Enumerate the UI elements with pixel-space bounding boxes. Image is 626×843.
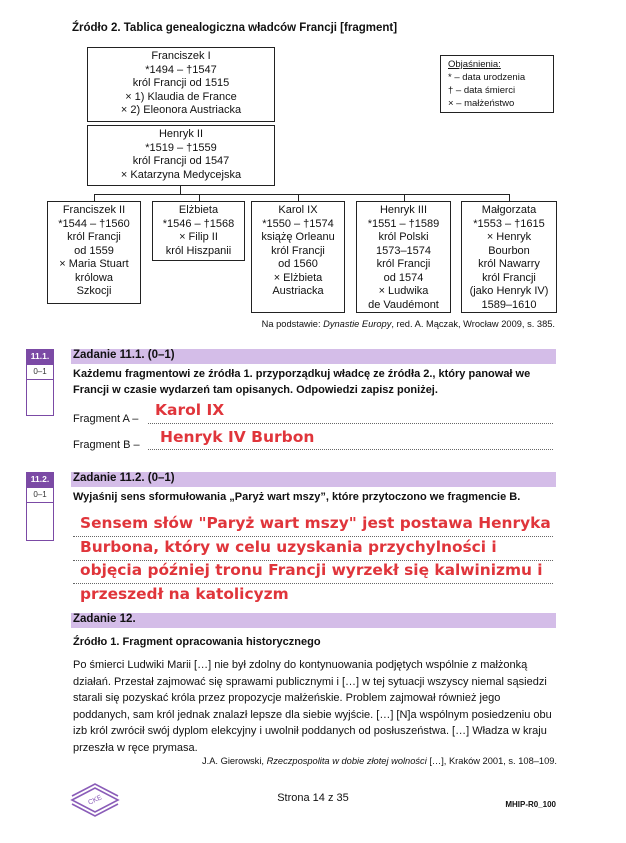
legend-box [440,55,554,113]
answer-fragment-a: Karol IX [155,401,225,419]
task-title: Zadanie 11.2. (0–1) [73,472,175,484]
tree-connector [94,194,510,195]
source1-title: Źródło 1. Fragment opracowania historycznego [73,636,321,648]
answer-line[interactable] [148,449,553,450]
tree-box-child: Franciszek II *1544 – †1560 król Francji od 1559 × Maria Stuart królowa Szkocji [47,201,141,304]
tree-box-child: Elżbieta *1546 – †1568 × Filip II król Hiszpanii [152,201,245,261]
score-box[interactable] [26,380,54,416]
tree-connector [199,194,200,201]
task-title: Zadanie 11.1. (0–1) [73,349,175,361]
task-number-badge: 11.1. [26,349,54,364]
tree-box-child: Henryk III *1551 – †1589 król Polski 1573–1574 król Francji od 1574 × Ludwika de Vaudémont [356,201,451,313]
task-title: Zadanie 12. [73,613,136,625]
tree-box-francis-i: Franciszek I *1494 – †1547 król Francji od 1515 × 1) Klaudia de France × 2) Eleonora Austriacka [87,47,275,122]
legend-item: × – małżeństwo [448,98,515,109]
tree-box-child: Karol IX *1550 – †1574 książę Orleanu król Francji od 1560 × Elżbieta Austriacka [251,201,345,313]
answer-line[interactable] [148,423,553,424]
tree-connector [180,186,181,194]
tree-connector [509,194,510,201]
source2-footnote: Na podstawie: Dynastie Europy, red. A. Mączak, Wrocław 2009, s. 385. [261,319,555,329]
fragment-a-label: Fragment A – [73,413,139,425]
task-instruction: Wyjaśnij sens sformułowania „Paryż wart mszy”, które przytoczono we fragmencie B. [73,491,521,503]
svg-text:CKE: CKE [87,794,104,807]
task-instruction: Każdemu fragmentowi ze źródła 1. przyporządkuj władcę ze źródła 2., który panował we Francji w czasie wydarzeń tam opisanych. Odpowiedzi zapisz poniżej. [73,368,531,396]
fragment-b-label: Fragment B – [73,439,140,451]
legend-item: † – data śmierci [448,85,516,96]
tree-box-henry-ii: Henryk II *1519 – †1559 król Francji od 1547 × Katarzyna Medycejska [87,125,275,186]
task-number-badge: 11.2. [26,472,54,487]
source1-citation: J.A. Gierowski, Rzeczpospolita w dobie złotej wolności […], Kraków 2001, s. 108–109. [201,756,557,766]
answer-text: Sensem słów "Paryż wart mszy" jest postawa Henryka Burbona, który w celu uzyskania przychylności i objęcia później tronu Francji wyrzekł się kalwinizmu i przeszedł na katolicyzm [80,514,551,603]
score-box[interactable] [26,503,54,541]
answer-fragment-b: Henryk IV Burbon [160,428,315,446]
legend-item: * – data urodzenia [448,72,526,83]
tree-connector [298,194,299,201]
exam-code: MHIP-R0_100 [505,800,556,809]
task-header-bar [71,613,556,628]
legend-title: Objaśnienia: [448,59,501,70]
tree-connector [404,194,405,201]
tree-connector [94,194,95,201]
source1-paragraph: Po śmierci Ludwiki Marii […] nie był zdolny do kontynuowania podjętych wspólnie z małżonką działań. Przestał zajmować się sprawami publicznymi i […] w tej sytuacji wszyscy niemal sąsiedzi starali się pozyskać króla przez propozycje małżeńskie. Problem zajmował również jego poddanych, sam król jednak znalazł lepsze dla siebie wyjście. […] [N]a wspólnym posiedzeniu obu izb król zwrócił swój dyplom elekcyjny i uwolnił poddanych od posłuszeństwa. […] Władza w kraju przeszła w ręce prymasa. [73,659,552,754]
task-points-box: 0–1 [26,364,54,380]
source2-title: Źródło 2. Tablica genealogiczna władców Francji [fragment] [72,22,398,34]
page-number: Strona 14 z 35 [277,792,349,804]
tree-box-child: Małgorzata *1553 – †1615 × Henryk Bourbon król Nawarry król Francji (jako Henryk IV) 1589–1610 [461,201,557,313]
task-points-box: 0–1 [26,487,54,503]
